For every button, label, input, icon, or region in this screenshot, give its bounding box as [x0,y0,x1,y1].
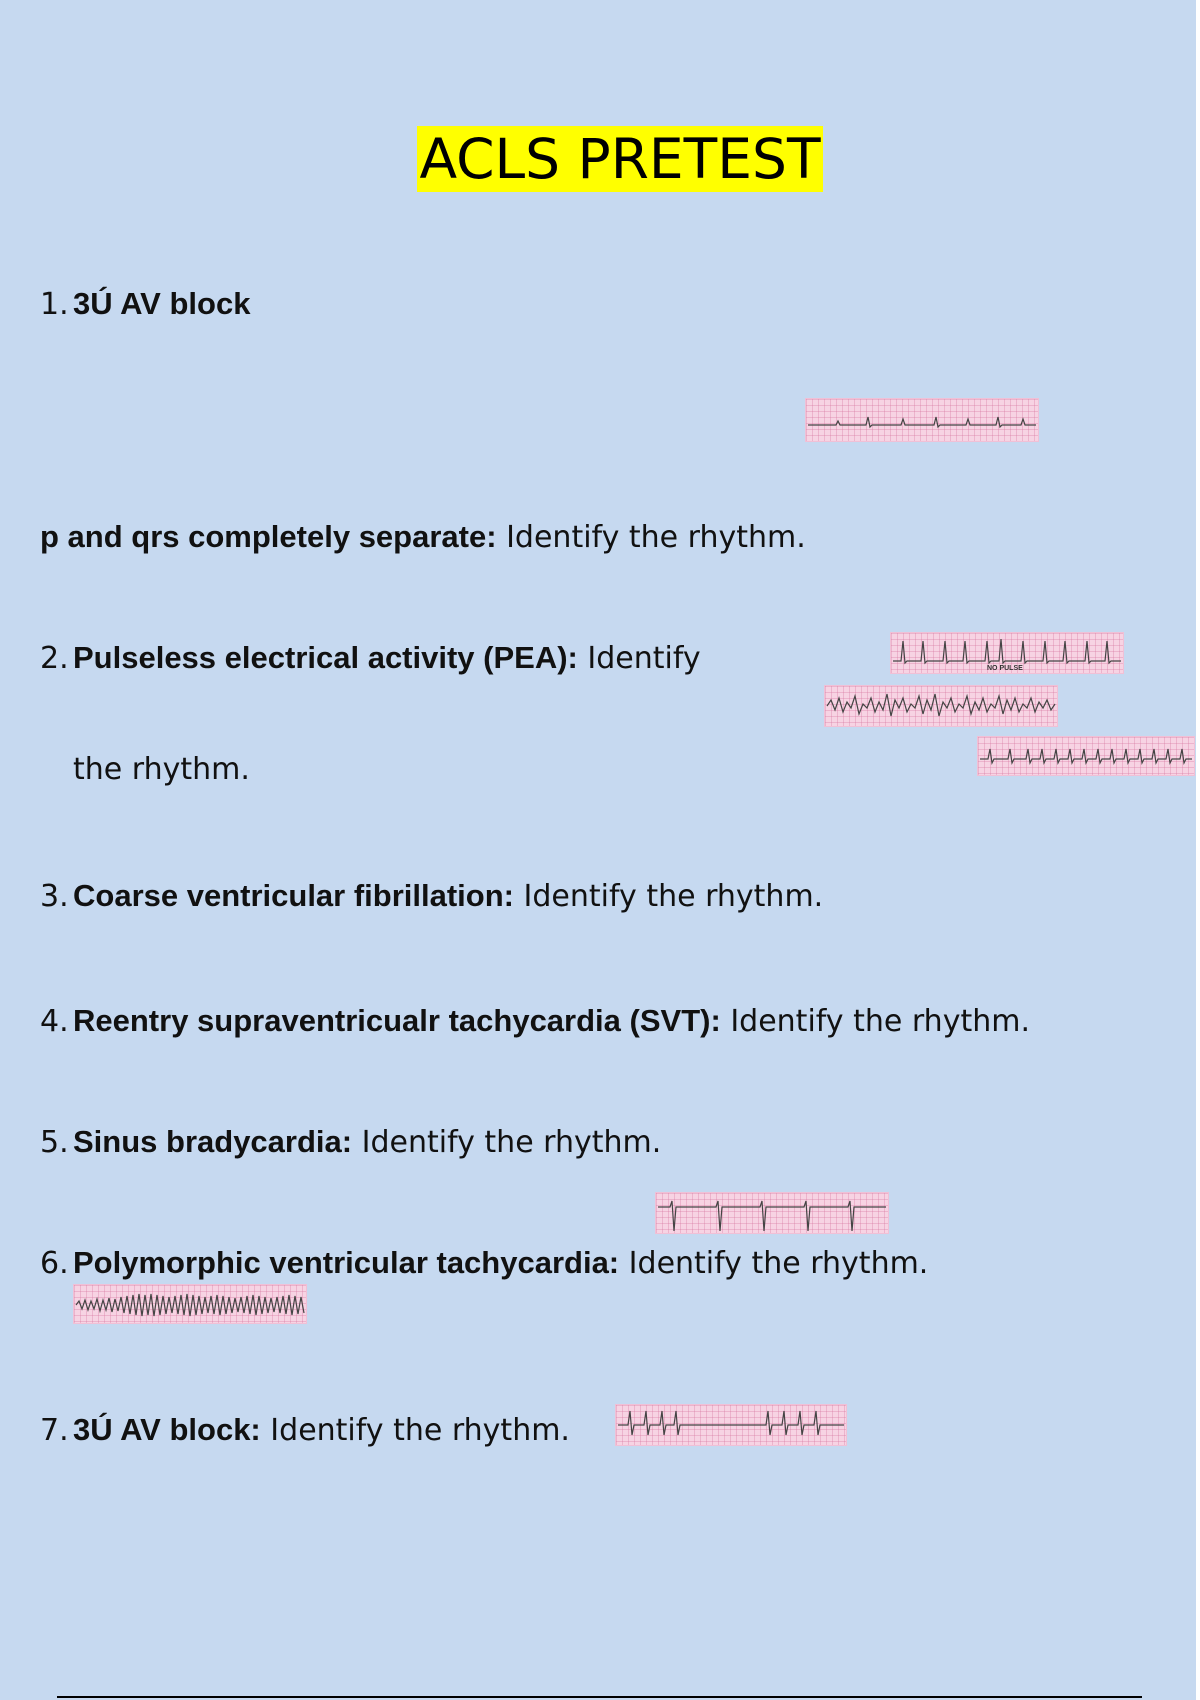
question-4 [40,1001,1030,1042]
question-answer: p and qrs completely separate: [40,519,497,554]
ecg-strip-4 [977,736,1195,776]
question-prompt: Identify the rhythm. [720,1004,1030,1039]
question-prompt: Identify the rhythm. [514,879,824,914]
ecg-strip-2 [890,632,1124,674]
question-number: 5. [40,1125,69,1160]
no-pulse-label: NO PULSE [987,665,1023,672]
question-1 [40,284,250,325]
ecg-strip-7 [615,1404,847,1446]
question-answer: Polymorphic ventricular tachycardia: [73,1245,620,1280]
ecg-strip-1 [805,398,1039,442]
question-number: 2. [40,641,69,676]
question-number: 4. [40,1004,69,1039]
question-2-continued [73,750,250,790]
question-1-detail [40,517,806,558]
page-title: ACLS PRETEST [419,127,821,191]
question-answer: 3Ú AV block [73,286,251,321]
question-5 [40,1122,661,1163]
page-edge [1196,0,1200,1700]
question-2 [40,638,701,679]
question-number: 1. [40,287,69,322]
question-answer: Pulseless electrical activity (PEA): [73,640,578,675]
question-number: 7. [40,1413,69,1448]
question-7 [40,1410,570,1451]
question-answer: Sinus bradycardia: [73,1124,353,1159]
ecg-strip-3 [824,685,1058,727]
question-number: 3. [40,879,69,914]
question-prompt: Identify the rhythm. [352,1125,662,1160]
question-prompt: Identify [577,641,701,676]
question-answer: 3Ú AV block: [73,1412,261,1447]
question-answer: Coarse ventricular fibrillation: [73,878,514,913]
footer-rule [57,1696,1142,1698]
question-6 [40,1243,928,1284]
question-prompt-continued: the rhythm. [73,752,250,787]
question-answer: Reentry supraventricualr tachycardia (SVT): [73,1003,721,1038]
ecg-strip-5 [655,1192,889,1234]
ecg-strip-6 [73,1284,307,1324]
question-number: 6. [40,1246,69,1281]
question-prompt: Identify the rhythm. [496,520,806,555]
question-3 [40,876,823,917]
question-prompt: Identify the rhythm. [260,1413,570,1448]
title-wrap [0,126,1200,192]
question-prompt: Identify the rhythm. [619,1246,929,1281]
